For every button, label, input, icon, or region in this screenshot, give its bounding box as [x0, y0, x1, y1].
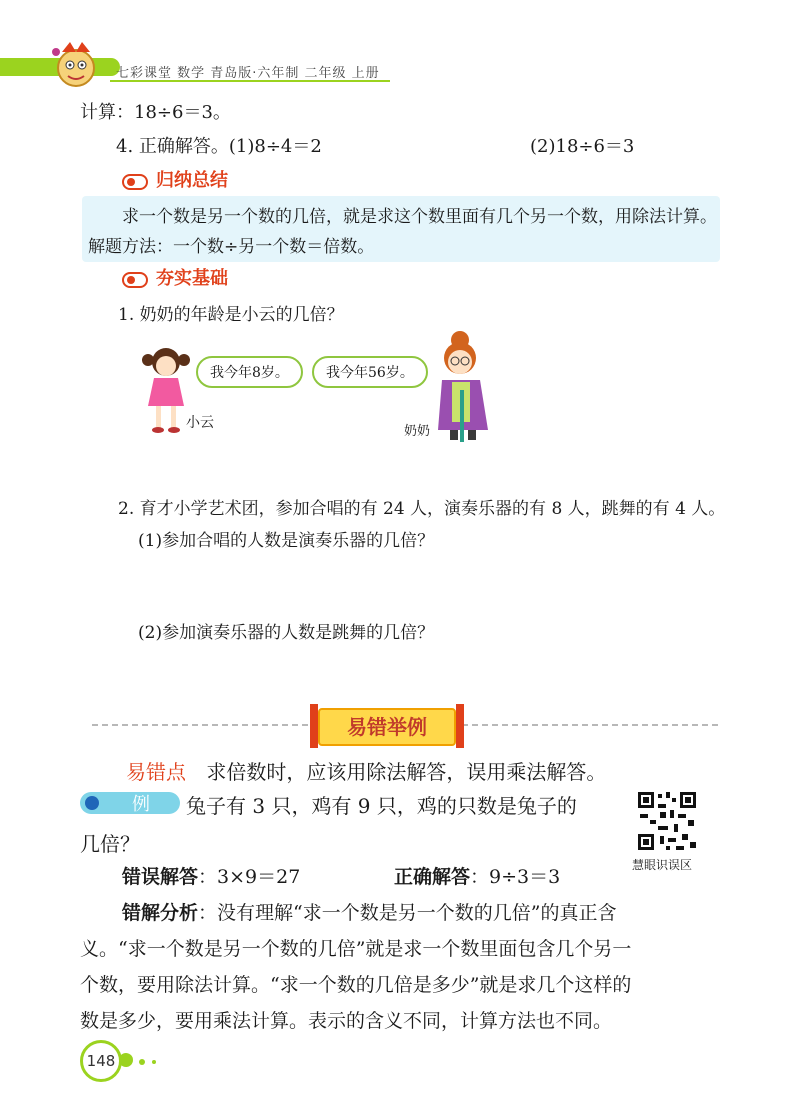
analysis-line-4: 数是多少，要用乘法计算。表示的含义不同，计算方法也不同。	[80, 1010, 613, 1032]
q4-part2: (2)18÷6＝3	[530, 136, 635, 157]
grandma-speech-bubble: 我今年56岁。	[312, 356, 428, 388]
basics-heading	[122, 264, 228, 290]
section-eye-icon	[122, 272, 148, 288]
wrong-answer-label: 错误解答	[122, 866, 199, 888]
mistake-point-label: 易错点	[126, 760, 186, 784]
page-number: 148	[80, 1040, 122, 1082]
analysis-label: 错解分析	[122, 902, 199, 924]
analysis-line-2: 义。“求一个数是另一个数的几倍”就是求一个数里面包含几个另一	[80, 938, 632, 960]
section-eye-icon	[122, 174, 148, 190]
example-text-line2: 几倍？	[80, 832, 140, 856]
analysis-line-3: 个数，要用除法计算。“求一个数的几倍是多少”就是求几个这样的	[80, 974, 632, 996]
mistakes-badge: 易错举例	[318, 708, 456, 746]
mascot-icon	[46, 38, 106, 92]
question-2b: (2)参加演奏乐器的人数是跳舞的几倍？	[138, 623, 435, 643]
header-title: 七彩课堂 数学 青岛版·六年制 二年级 上册	[116, 66, 380, 81]
analysis-line-1	[122, 898, 616, 925]
question-2: 2. 育才小学艺术团，参加合唱的有 24 人，演奏乐器的有 8 人，跳舞的有 4 人。	[118, 499, 726, 519]
grandma-name: 奶奶	[404, 424, 431, 439]
qr-code[interactable]	[636, 790, 698, 852]
right-answer	[394, 862, 560, 889]
right-answer-label: 正确解答	[394, 866, 471, 888]
summary-title: 归纳总结	[156, 170, 228, 191]
question-2a: (1)参加合唱的人数是演奏乐器的几倍？	[138, 531, 435, 551]
analysis-text-1: ：没有理解“求一个数是另一个数的几倍”的真正含	[198, 902, 617, 924]
summary-text: 求一个数是另一个数的几倍，就是求这个数里面有几个另一个数，用除法计算。解题方法：一个数÷另一个数＝倍数。	[88, 207, 717, 257]
qr-caption: 慧眼识误区	[632, 858, 693, 872]
basics-title: 夯实基础	[156, 268, 228, 289]
question-1: 1. 奶奶的年龄是小云的几倍？	[118, 305, 344, 325]
page-dots-icon	[118, 1050, 162, 1070]
example-tag	[80, 790, 180, 816]
example-text-line1: 兔子有 3 只，鸡有 9 只，鸡的只数是兔子的	[186, 794, 577, 818]
calc-line: 计算：18÷6＝3。	[80, 102, 231, 123]
right-answer-text: ：9÷3＝3	[470, 866, 561, 888]
summary-heading	[122, 166, 228, 192]
grandma-illustration	[430, 330, 502, 442]
example-tag-icon	[80, 790, 180, 816]
mistake-point	[126, 756, 606, 785]
girl-name: 小云	[186, 415, 214, 431]
wrong-answer	[122, 862, 300, 889]
wrong-answer-text: ：3×9＝27	[198, 866, 301, 888]
q4-part1: 4. 正确解答。(1)8÷4＝2	[116, 136, 322, 157]
example-label: 例	[132, 794, 150, 815]
girl-speech-bubble: 我今年8岁。	[196, 356, 303, 388]
mistake-point-text: 求倍数时，应该用除法解答，误用乘法解答。	[206, 760, 607, 784]
